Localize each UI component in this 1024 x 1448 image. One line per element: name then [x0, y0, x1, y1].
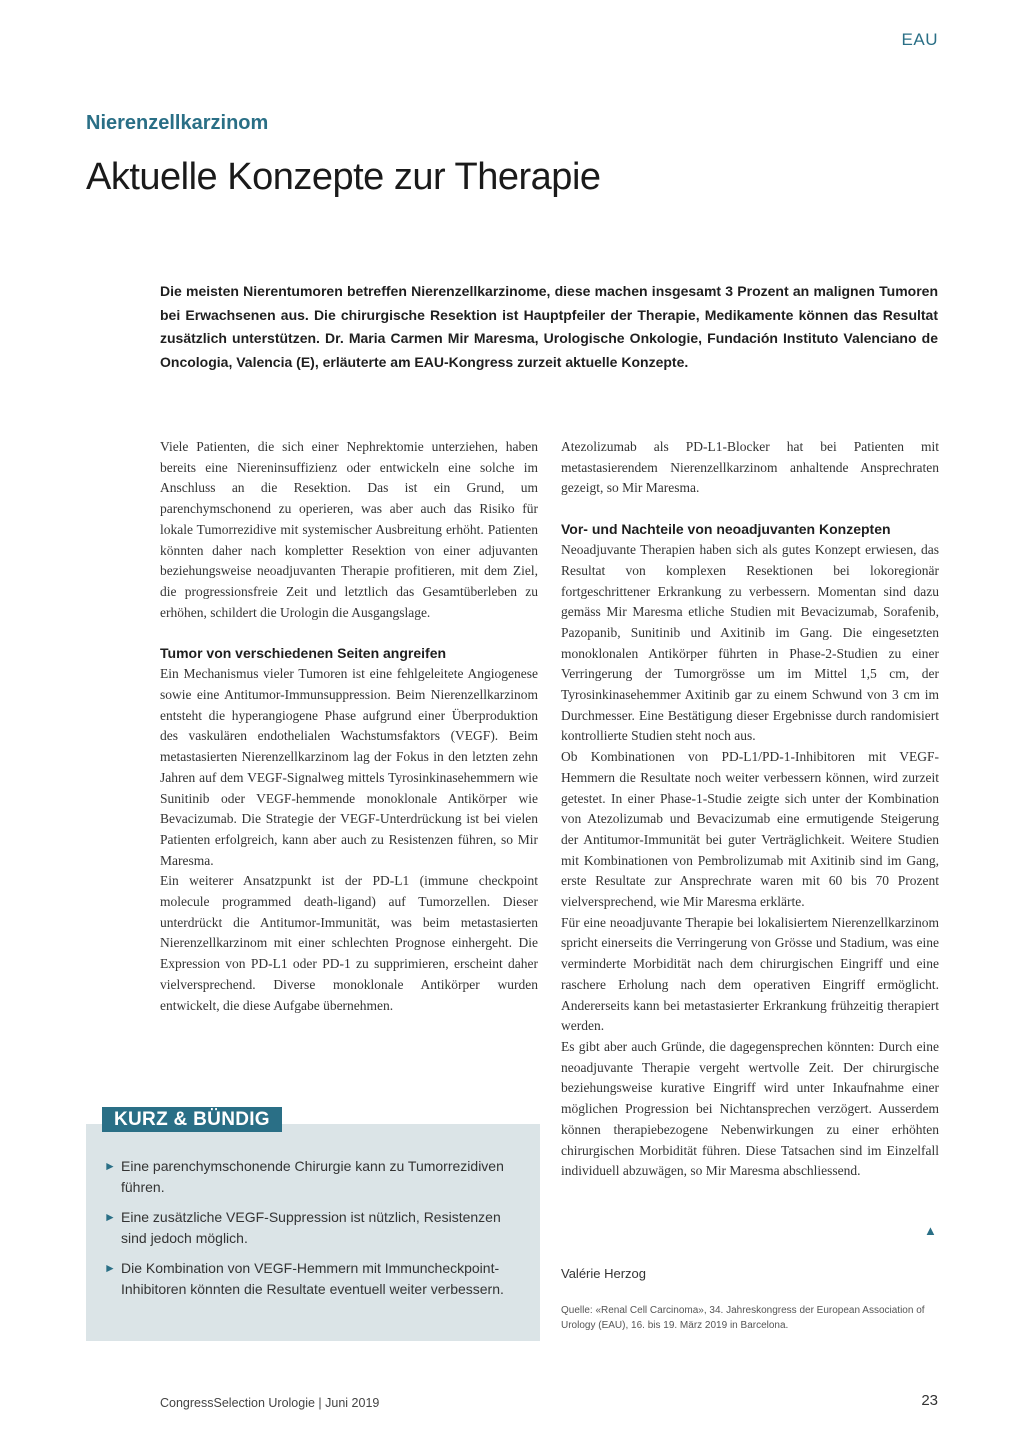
paragraph: Atezolizumab als PD-L1-Blocker hat bei Patienten mit metastasierendem Nierenzellkarzinom anhaltende Ansprechraten gezeigt, so Mir Maresma.: [561, 439, 939, 496]
source-note: Quelle: «Renal Cell Carcinoma», 34. Jahreskongress der European Association of Urology (EAU), 16. bis 19. März 2019 in Barcelona.: [561, 1305, 925, 1331]
left-column: [160, 437, 538, 1016]
author: Valérie Herzog: [561, 1266, 647, 1281]
summary-box-title: KURZ & BÜNDIG: [102, 1107, 282, 1132]
paragraph: Für eine neoadjuvante Therapie bei lokalisiertem Nierenzellkarzinom spricht einerseits die Verringerung von Grösse und Stadium, was eine verminderte Morbidität nach dem chirurgischen Eingriff und eine raschere Erholung nach dem operativen Eingriff ermöglicht. Andererseits kann bei metastasierter Erkrankung frühzeitig therapiert werden.: [561, 914, 939, 1034]
article-lead: Die meisten Nierentumoren betreffen Nierenzellkarzinome, diese machen insgesamt 3 Prozent an malignen Tumoren bei Erwachsenen aus. Die chirurgische Resektion ist Hauptpfeiler der Therapie, Medikamente können das Resultat zusätzlich unterstützen. Dr. Maria Carmen Mir Maresma, Urologische Onkologie, Fundación Instituto Valenciano de Oncologia, Valencia (E), erläuterte am EAU-Kongress zurzeit aktuelle Konzepte.: [160, 283, 938, 370]
list-item: [104, 1258, 528, 1299]
right-column: [561, 437, 939, 1182]
article-title: Aktuelle Konzepte zur Therapie: [86, 156, 601, 198]
end-of-article-icon: ▲: [924, 1223, 937, 1238]
page-number: 23: [921, 1392, 938, 1409]
summary-list: [104, 1156, 528, 1309]
arrow-right-icon: ►: [104, 1159, 116, 1173]
footer-publication: CongressSelection Urologie | Juni 2019: [160, 1396, 380, 1410]
list-item-text: Die Kombination von VEGF-Hemmern mit Immuncheckpoint-Inhibitoren könnten die Resultate eventuell weiter verbessern.: [121, 1260, 504, 1297]
article-kicker: Nierenzellkarzinom: [86, 112, 269, 134]
list-item-text: Eine parenchymschonende Chirurgie kann zu Tumorrezidiven führen.: [121, 1158, 504, 1195]
section-tag: EAU: [901, 30, 938, 49]
paragraph: Ob Kombinationen von PD-L1/PD-1-Inhibitoren mit VEGF-Hemmern die Resultate noch weiter verbessern können, wird zurzeit getestet. In einer Phase-1-Studie zeigte sich unter der Kombination von Atezolizumab und Bevacizumab eine ermutigende Steigerung der Antitumor-Immunität bei guter Verträglichkeit. Weitere Studien mit Kombinationen von Pembrolizumab mit Axitinib sind im Gang, erste Resultate zur Ansprechrate waren mit 60 bis 70 Prozent vielversprechend, wie Mir Maresma erklärte.: [561, 749, 939, 910]
list-item-text: Eine zusätzliche VEGF-Suppression ist nützlich, Resistenzen sind jedoch möglich.: [121, 1209, 501, 1246]
paragraph: Viele Patienten, die sich einer Nephrektomie unterziehen, haben bereits eine Niereninsuffizienz oder entwickeln eine solche im Anschluss an die Resektion. Das ist ein Grund, um parenchymschonend zu operieren, was aber auch das Risiko für lokale Tumorrezidive mit systemischer Ausbreitung erhöht. Patienten könnten daher nach kompletter Resektion von einer adjuvanten beziehungsweise neoadjuvanten Therapie profitieren, mit dem Ziel, die progressionsfreie Zeit und letztlich das Gesamtüberleben zu erhöhen, schildert die Urologin die Ausgangslage.: [160, 439, 538, 620]
arrow-right-icon: ►: [104, 1261, 116, 1275]
section-heading: Vor- und Nachteile von neoadjuvanten Konzepten: [561, 521, 891, 538]
list-item: [104, 1156, 528, 1197]
paragraph: Es gibt aber auch Gründe, die dagegensprechen könnten: Durch eine neoadjuvante Therapie vergeht wertvolle Zeit. Der chirurgische beziehungsweise kurative Eingriff wird unter Inkaufnahme einer möglichen Progression bei Nichtansprechen verzögert. Ausserdem können therapiebezogene Nebenwirkungen zu einer erhöhten chirurgischen Morbidität führen. Diese Tatsachen sind im Einzelfall individuell abzuwägen, so Mir Maresma abschliessend.: [561, 1038, 939, 1179]
list-item: [104, 1207, 528, 1248]
section-heading: Tumor von verschiedenen Seiten angreifen: [160, 645, 447, 662]
arrow-right-icon: ►: [104, 1210, 116, 1224]
paragraph: Neoadjuvante Therapien haben sich als gutes Konzept erwiesen, das Resultat von komplexen Resektionen bei lokoregionär fortgeschrittener Erkrankung zu verbessern. Momentan sind dazu gemäss Mir Maresma etliche Studien mit Bevacizumab, Sorafenib, Pazopanib, Sunitinib und Axitinib im Gang. Die eingesetzten monoklonalen Antikörper führten in Phase-2-Studien zu einer Verringerung der Tumorgrösse um im Mittel 1,5 cm, der Tyrosinkinasehemmer Axitinib gar zu einem Schwund von 3 cm im Durchmesser. Eine Bestätigung dieser Ergebnisse durch randomisiert kontrollierte Studien steht noch aus.: [561, 542, 939, 744]
paragraph: Ein Mechanismus vieler Tumoren ist eine fehlgeleitete Angiogenese sowie eine Antitumor-Immunsuppression. Beim Nierenzellkarzinom entsteht die hyperangiogene Phase aufgrund einer Überproduktion des vaskulären endothelialen Wachstumsfaktors (VEGF). Beim metastasierten Nierenzellkarzinom lag der Fokus in den letzten zehn Jahren auf dem VEGF-Signalweg mittels Tyrosinkinasehemmern wie Sunitinib oder VEGF-hemmende monoklonale Antikörper wie Bevacizumab. Die Strategie der VEGF-Unterdrückung ist bei vielen Patienten erfolgreich, kann aber auch zu Resistenzen führen, so Mir Maresma.: [160, 666, 538, 868]
paragraph: Ein weiterer Ansatzpunkt ist der PD-L1 (immune checkpoint molecule programmed death-ligand) auf Tumorzellen. Dieser unterdrückt die Antitumor-Immunität, was beim metastasierten Nierenzellkarzinom mit einer schlechten Prognose einhergeht. Die Expression von PD-L1 oder PD-1 zu supprimieren, erscheint daher vielversprechend. Diverse monoklonale Antikörper wurden entwickelt, die diese Aufgabe übernehmen.: [160, 873, 538, 1013]
